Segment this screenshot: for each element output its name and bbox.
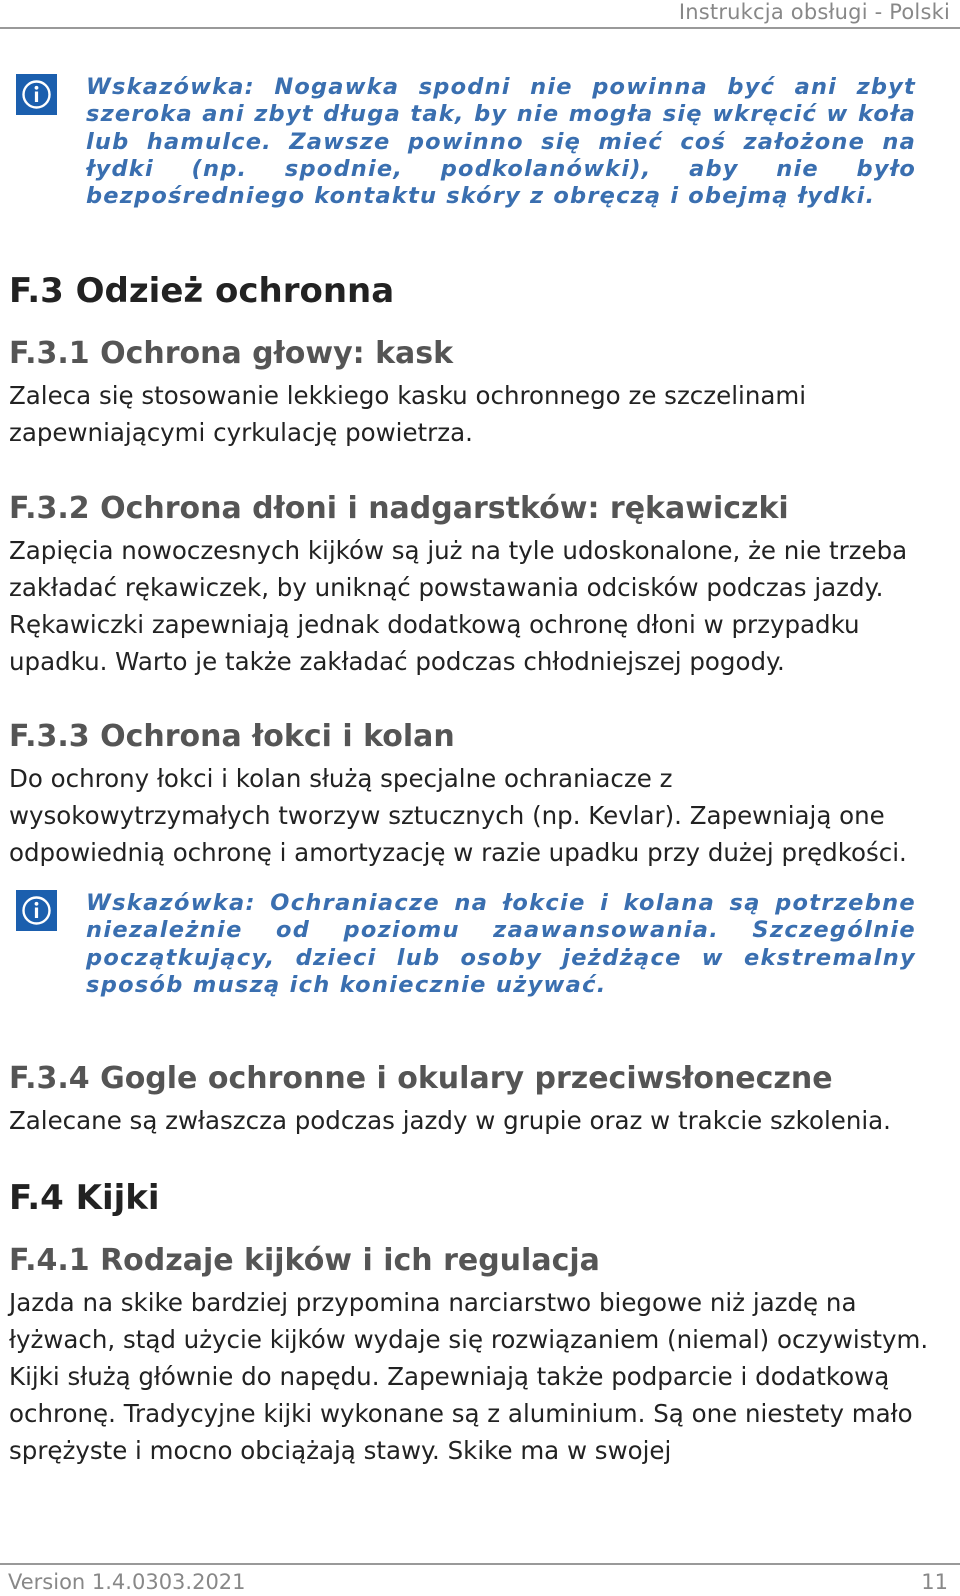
paragraph-f3-3: Do ochrony łokci i kolan służą specjalne ochraniacze z wysokowytrzymałych tworzyw sztucznych (np. Kevlar). Zapewniają one odpowiednią ochronę i amortyzację w razie upadku przy dużej prędkości.: [9, 764, 907, 867]
paragraph-f3-4: Zalecane są zwłaszcza podczas jazdy w grupie oraz w trakcie szkolenia.: [9, 1106, 891, 1135]
section-title-f3-1: F.3.1 Ochrona głowy: kask: [9, 336, 454, 371]
paragraph-f4-1: Jazda na skike bardziej przypomina narciarstwo biegowe niż jazdę na łyżwach, stąd użycie kijków wydaje się rozwiązaniem (niemal) oczywistym. Kijki służą głównie do napędu. Zapewniają także podparcie i dodatkową ochronę. Tradycyjne kijki wykonane są z aluminium. Są one niestety mało sprężyste i mocno obciążają stawy. Skike ma w swojej: [9, 1288, 929, 1465]
section-title-f3: F.3 Odzież ochronna: [9, 271, 395, 311]
section-title-f4-1: F.4.1 Rodzaje kijków i ich regulacja: [9, 1243, 600, 1278]
section-title-f4: F.4 Kijki: [9, 1178, 160, 1218]
section-title-f3-3: F.3.3 Ochrona łokci i kolan: [9, 719, 455, 754]
info-icon: [16, 890, 57, 931]
note-trouser-leg: Wskazówka: Nogawka spodni nie powinna być ani zbyt szeroka ani zbyt długa tak, by nie mogła się wkręcić w koła lub hamulce. Zawsze powinno się mieć coś założone na łydki (np. spodnie, podkolanówki), aby nie było bezpośredniego kontaktu skóry z obręczą i obejmą łydki.: [86, 74, 916, 210]
header-divider: [0, 27, 960, 29]
footer-divider: [0, 1563, 960, 1565]
footer-page-number: 11: [921, 1570, 948, 1594]
footer-version: Version 1.4.0303.2021: [8, 1570, 246, 1594]
section-title-f3-4: F.3.4 Gogle ochronne i okulary przeciwsłoneczne: [9, 1061, 833, 1096]
info-icon: [16, 74, 57, 115]
note-elbow-knee-pads: Wskazówka: Ochraniacze na łokcie i kolana są potrzebne niezależnie od poziomu zaawansowania. Szczególnie początkujący, dzieci lub osoby jeżdżące w ekstremalny sposób muszą ich koniecznie używać.: [86, 890, 916, 998]
paragraph-f3-1: Zaleca się stosowanie lekkiego kasku ochronnego ze szczelinami zapewniającymi cyrkulację powietrza.: [9, 381, 807, 447]
page-header-title: Instrukcja obsługi - Polski: [678, 0, 950, 24]
section-title-f3-2: F.3.2 Ochrona dłoni i nadgarstków: rękawiczki: [9, 491, 789, 526]
paragraph-f3-2: Zapięcia nowoczesnych kijków są już na tyle udoskonalone, że nie trzeba zakładać rękawiczek, by uniknąć powstawania odcisków podczas jazdy. Rękawiczki zapewniają jednak dodatkową ochronę dłoni w przypadku upadku. Warto je także zakładać podczas chłodniejszej pogody.: [9, 536, 908, 676]
